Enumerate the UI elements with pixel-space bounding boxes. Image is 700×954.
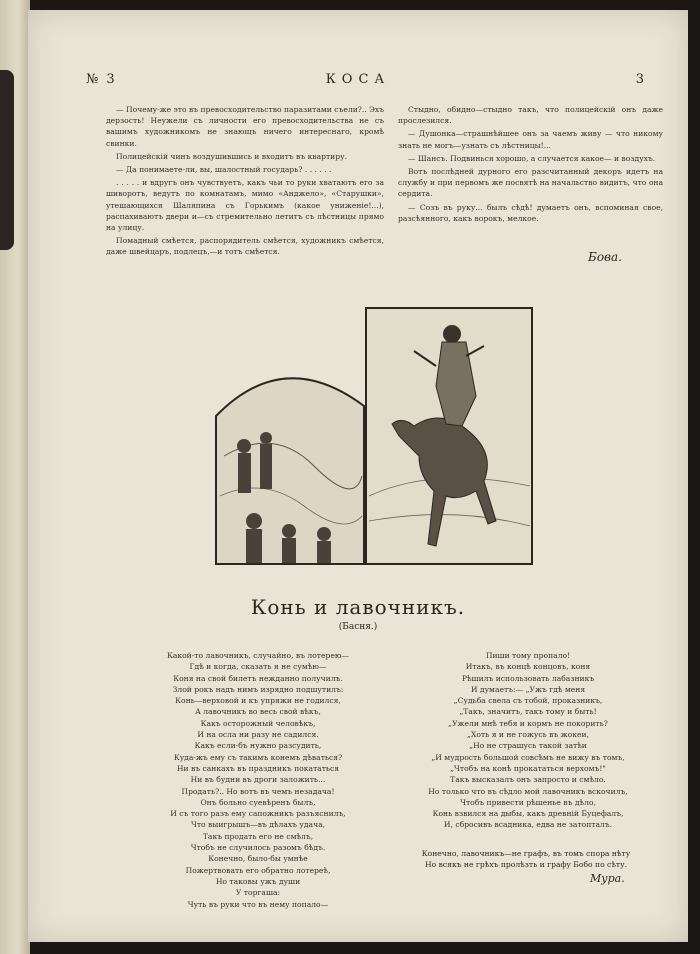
- verse-line: И думаетъ:— „Ужъ гдѣ меня: [470, 684, 586, 694]
- verse-line: И, сбросивъ всадника, едва не затопталъ.: [443, 820, 613, 830]
- text-column-right: [398, 104, 663, 226]
- verse-line: „Ужели мнѣ тебя и кормъ не покорить?: [448, 718, 608, 728]
- verse-line: Куда-жъ ему съ такимъ конемъ дѣваться?: [173, 752, 343, 762]
- magazine-page: [28, 10, 688, 942]
- verse-column-left: [123, 650, 393, 910]
- verse-line: Такъ высказалъ онъ запросто и смѣло.: [450, 775, 606, 785]
- verse-line: Что выигрышъ—въ дѣлахъ удача,: [190, 820, 326, 830]
- moral-line: Но всякъ не грѣхъ пролѣзть и графу Бобо по сѣту.: [425, 860, 627, 869]
- verse-line: Чтобъ не случилось разомъ бѣдъ.: [190, 843, 326, 853]
- adjacent-page-edge: [0, 0, 30, 954]
- fable-subtitle: (Басня.): [338, 622, 378, 632]
- verse-line: Какой-то лавочникъ, случайно, въ лотерею—: [166, 651, 350, 660]
- verse-column-right: [388, 650, 668, 831]
- verse-line: „Чтобъ на конѣ прокататься верхомъ!": [450, 763, 606, 773]
- moral-line: Конечно, лавочникъ—не графъ, въ томъ спора нѣту: [421, 849, 631, 858]
- verse-line: Пожертвовать его обратно лотереѣ,: [185, 865, 331, 875]
- paragraph: Полицейскій чинъ воздушившись и входитъ въ квартиру.: [116, 151, 347, 161]
- verse-line: Ни въ санкахъ въ праздникъ покататься: [176, 763, 340, 773]
- paragraph: Помадный смѣется, распорядитель смѣется, художникъ смѣется, даже швейцаръ, подлецъ,—и тотъ смѣется.: [106, 236, 384, 257]
- verse-line: Итакъ, въ концѣ концовъ, коня: [465, 662, 591, 672]
- verse-line: А лавочникъ во весь свой вѣкъ,: [195, 707, 321, 717]
- verse-line: Но таковы ужъ души: [215, 876, 301, 886]
- verse-line: Онъ больно суевѣренъ былъ,: [200, 797, 316, 807]
- verse-line: „Хоть я и не гожусь въ жокеи,: [467, 730, 589, 740]
- verse-line: Продать?.. Но вотъ въ чемъ незадача!: [181, 786, 335, 796]
- verse-line: Ни въ будни въ дроги заложить...: [190, 775, 326, 785]
- paragraph: — Почему-же это въ превосходительство паразитами съели?.. Эхъ дерзость! Неужели съ личности его превосходительства не съ вашимъ художникомъ не знающъ ничего интереснаго, кромѣ свинки.: [106, 105, 384, 148]
- verse-line: Злой рокъ надъ нимъ изрядно подшутилъ:: [172, 684, 344, 694]
- verse-line: Такъ продать его не смѣлъ,: [202, 831, 314, 841]
- verse-line: Какъ осторожный человѣкъ,: [200, 718, 316, 728]
- verse-line: Гдѣ и когда, сказать я не сумѣю—: [189, 662, 327, 672]
- verse-line: Чуть въ руки что въ нему попало—: [187, 899, 329, 909]
- fable-title: Конь и лавочникъ.: [250, 595, 466, 619]
- paragraph: Стыдно, обидно—стыдно такъ, что полицейскій онъ даже прослезился.: [398, 105, 663, 126]
- paragraph: . . . . . и вдругъ онъ чувствуетъ, какъ чьи то руки хватаютъ его за шиворотъ, ведутъ по комнатамъ, мимо «Анджело», «Старушки», утешающихся Шаляпина съ Горькимъ (какое униженіе!...), распахиваютъ двери и—съ стремительно летитъ съ лѣстницы прямо на улицу.: [106, 178, 384, 233]
- verse-line: У торгаша:: [235, 888, 281, 898]
- paragraph: — Созъ въ руку... былъ сѣдѣ! думаетъ онъ, вспоминая свое, разсѣянного, какъ ворокъ, мелкое.: [398, 202, 663, 223]
- verse-line: И съ того разъ ему сапожникъ разъяснилъ,: [170, 809, 346, 819]
- paragraph: — Да понимаете-ли, вы, шалостный государь? . . . . . .: [116, 165, 332, 175]
- author-signature: Бова.: [588, 250, 622, 264]
- adjacent-page-ornament: [0, 70, 14, 250]
- verse-line: „Но не страшусь такой затѣи: [469, 741, 587, 751]
- verse-line: Пиши тому пропало!: [485, 651, 571, 660]
- page-number: 3: [635, 72, 646, 87]
- verse-line: „Судьба свела съ тобой, проказникъ,: [453, 696, 603, 706]
- issue-number: № 3: [86, 72, 117, 87]
- page-header: [28, 72, 688, 92]
- text-column-left: [106, 104, 384, 260]
- verse-line: Конь—верховой и къ упряжи не годился,: [175, 696, 341, 706]
- verse-line: Но только что въ сѣдло мой лавочникъ вскочилъ,: [428, 786, 628, 796]
- verse-line: Рѣшилъ использовать лабазникъ: [461, 673, 595, 683]
- verse-line: „И мудрость большой совсѣмъ не вижу въ томъ,: [431, 752, 625, 762]
- verse-line: Какъ если-бъ нужно разсудить,: [194, 741, 322, 751]
- verse-line: Коня на свой билетъ нежданно получилъ.: [173, 673, 343, 683]
- fable-moral: [376, 848, 676, 870]
- verse-line: „Такъ, значитъ, такъ тому и быть!: [459, 707, 597, 717]
- fable-signature: Мура.: [590, 872, 625, 885]
- paragraph: — Душонка—страшнѣйшее онъ за чаемъ живу — что никому знать не могъ—узнать съ лѣстницы!...: [398, 129, 663, 150]
- paragraph: Вотъ послѣдней дурного его разсчитанный декоръ идетъ на службу и при первомъ же посвятѣ на начальство видитъ, что она сердита.: [398, 167, 663, 199]
- verse-line: И на осла ни разу не садился.: [197, 730, 319, 740]
- horse-illustration: [214, 306, 534, 566]
- verse-line: Чтобъ привести рѣшенье въ дѣло,: [460, 797, 596, 807]
- magazine-title: КОСА: [325, 72, 391, 87]
- paragraph: — Шансъ. Подвинься хорошо, а случается какое— и воздухъ.: [408, 153, 656, 163]
- verse-line: Конечно, было-бы умнѣе: [208, 854, 308, 864]
- verse-line: Конь взвился на дыбы, какъ древній Буцефалъ,: [432, 809, 624, 819]
